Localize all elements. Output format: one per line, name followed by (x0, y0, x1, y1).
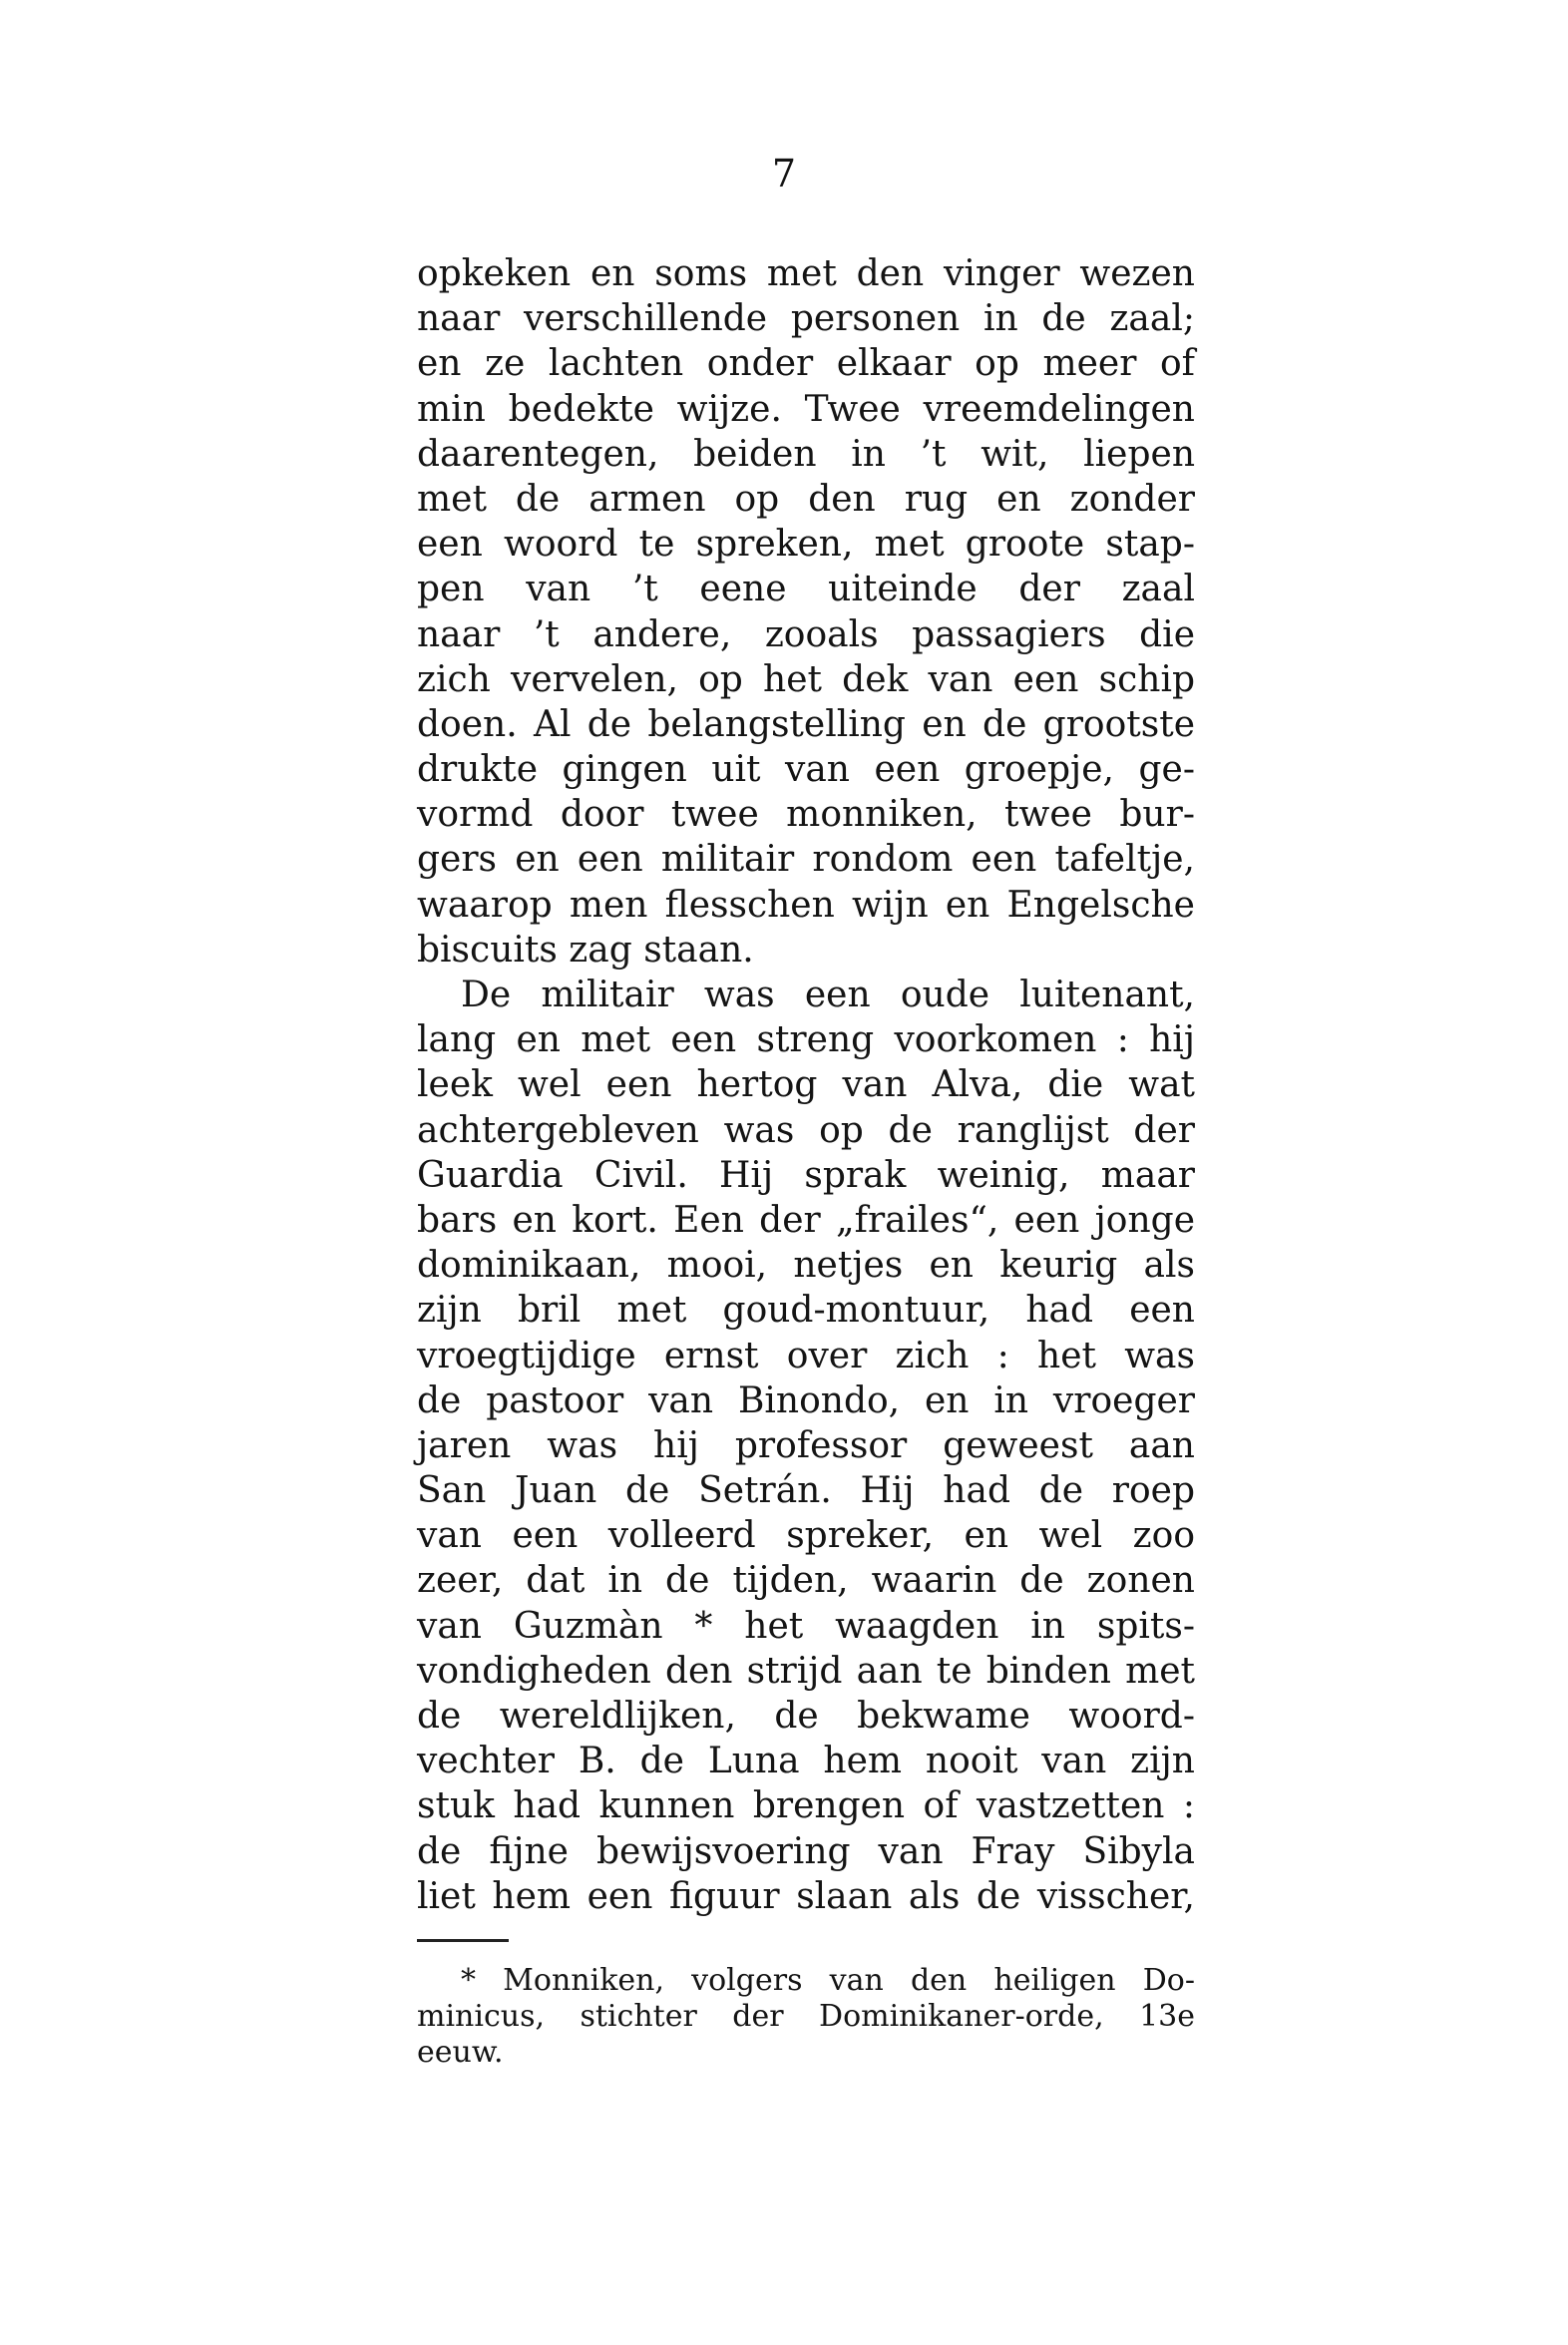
text-line: zijn bril met goud-montuur, had een (417, 1290, 1195, 1332)
text-line: leek wel een hertog van Alva, die wat (417, 1064, 1195, 1106)
text-line: en ze lachten onder elkaar op meer of (417, 343, 1195, 385)
text-line: liet hem een figuur slaan als de visscher, (417, 1875, 1195, 1917)
text-line: gers en een militair rondom een tafeltje, (417, 839, 1195, 881)
text-line: stuk had kunnen brengen of vastzetten : (417, 1785, 1195, 1827)
text-line: bars en kort. Een der „frailes“, een jonge (417, 1199, 1195, 1241)
text-line: van een volleerd spreker, en wel zoo (417, 1515, 1195, 1557)
text-line: lang en met een streng voorkomen : hij (417, 1019, 1195, 1061)
text-line: achtergebleven was op de ranglijst der (417, 1109, 1195, 1151)
text-line: de pastoor van Binondo, en in vroeger (417, 1379, 1195, 1421)
text-line: de fijne bewijsvoering van Fray Sibyla (417, 1830, 1195, 1872)
text-line: zeer, dat in de tijden, waarin de zonen (417, 1560, 1195, 1602)
footnote (417, 1963, 1195, 2071)
page-number: 7 (771, 152, 797, 195)
text-line: drukte gingen uit van een groepje, ge- (417, 749, 1195, 791)
text-line: daarentegen, beiden in ’t wit, liepen (417, 433, 1195, 475)
text-line: San Juan de Setrán. Hij had de roep (417, 1470, 1195, 1512)
text-line: biscuits zag staan. (417, 929, 754, 971)
text-line: vormd door twee monniken, twee bur- (417, 794, 1195, 836)
text-line: opkeken en soms met den vinger wezen (417, 253, 1195, 294)
text-line: pen van ’t eene uiteinde der zaal (417, 569, 1195, 610)
text-line: doen. Al de belangstelling en de grootste (417, 703, 1195, 745)
text-line: vondigheden den strijd aan te binden met (417, 1650, 1195, 1692)
text-line: een woord te spreken, met groote stap- (417, 524, 1195, 566)
text-line: zich vervelen, op het dek van een schip (417, 658, 1195, 700)
text-line: De militair was een oude luitenant, (461, 975, 1195, 1015)
text-line: Guardia Civil. Hij sprak weinig, maar (417, 1154, 1195, 1196)
text-line: vroegtijdige ernst over zich : het was (417, 1335, 1195, 1376)
text-line: naar ’t andere, zooals passagiers die (417, 613, 1195, 655)
text-line: dominikaan, mooi, netjes en keurig als (417, 1245, 1195, 1287)
footnote-divider (417, 1939, 509, 1942)
text-line: de wereldlijken, de bekwame woord- (417, 1696, 1195, 1737)
text-line: naar verschillende personen in de zaal; (417, 298, 1195, 340)
text-line: van Guzmàn * het waagden in spits- (417, 1605, 1195, 1647)
text-line: met de armen op den rug en zonder (417, 478, 1195, 520)
text-line: waarop men flesschen wijn en Engelsche (417, 884, 1195, 926)
text-line: min bedekte wijze. Twee vreemdelingen (417, 388, 1195, 430)
footnote-line: * Monniken, volgers van den heiligen Do- (461, 1963, 1195, 1998)
text-line: jaren was hij professor geweest aan (417, 1424, 1195, 1466)
footnote-line: eeuw. (417, 2035, 504, 2070)
footnote-line: minicus, stichter der Dominikaner-orde, 13e (417, 1999, 1195, 2034)
body-text (417, 251, 1195, 1919)
text-line: vechter B. de Luna hem nooit van zijn (417, 1741, 1195, 1782)
